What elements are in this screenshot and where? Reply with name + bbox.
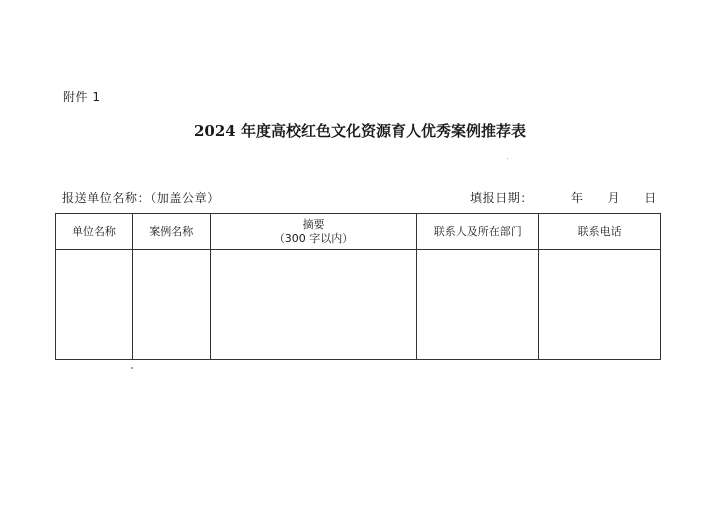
header-label: 案例名称: [149, 224, 194, 238]
header-label: 单位名称: [71, 224, 116, 238]
table-header-row: [56, 214, 661, 250]
year-label: 年: [571, 191, 584, 205]
attachment-label: 附件 1: [63, 90, 101, 104]
cell-abstract[interactable]: [210, 250, 417, 360]
fill-date-label: 填报日期：: [470, 191, 534, 205]
header-abstract: [210, 214, 417, 250]
header-contact: [417, 214, 539, 250]
header-phone: [539, 214, 661, 250]
fill-date: [470, 189, 657, 206]
header-label: 联系人及所在部门: [433, 224, 522, 238]
table-row: [56, 250, 661, 360]
header-case-name: [132, 214, 210, 250]
cell-case-name[interactable]: [132, 250, 210, 360]
cell-phone[interactable]: [539, 250, 661, 360]
day-label: 日: [644, 191, 657, 205]
cell-unit-name[interactable]: [56, 250, 133, 360]
unit-name-label: 报送单位名称：（加盖公章）: [62, 191, 220, 205]
header-sublabel: （300 字以内）: [273, 231, 354, 245]
scan-speck: [131, 367, 133, 369]
month-label: 月: [607, 191, 621, 205]
cell-contact[interactable]: [417, 250, 539, 360]
recommendation-table: [55, 213, 661, 360]
scan-speck: [507, 158, 508, 159]
page-title: 2024 年度高校红色文化资源育人优秀案例推荐表: [194, 122, 526, 140]
header-label: 摘要: [302, 217, 325, 231]
header-label: 联系电话: [577, 224, 622, 238]
header-unit-name: [56, 214, 133, 250]
